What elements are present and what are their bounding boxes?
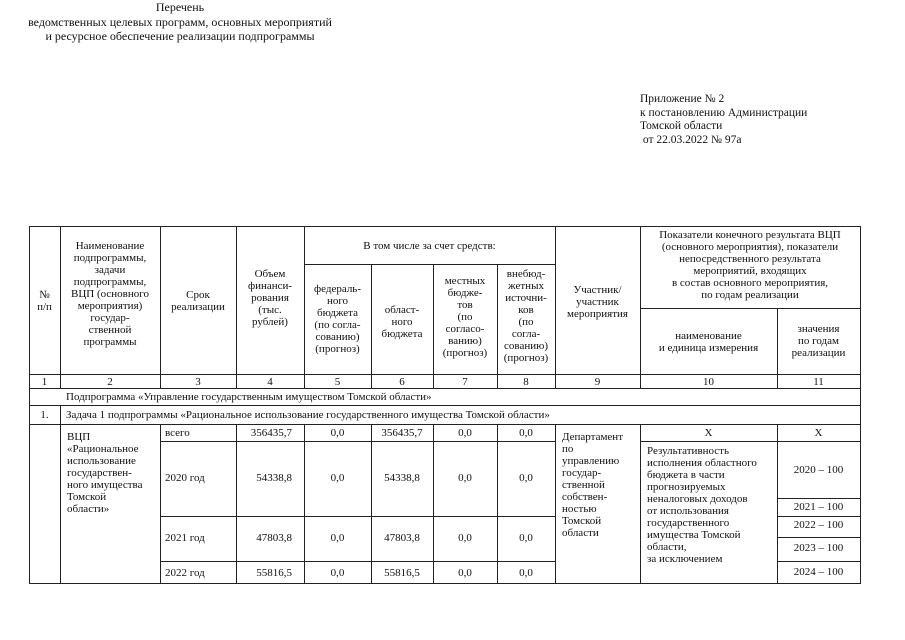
indicator-name: Результативность исполнения областного бюджета в части прогнозируемых неналоговых доходов от использования государственного имущества Томской области, за исключением: [647, 445, 757, 565]
column-number: 8: [523, 376, 529, 388]
column-number: 1: [41, 376, 48, 388]
header-extra: внебюд- жетных источни- ков (по согла- сованию) (прогноз): [503, 268, 549, 364]
appendix-line: Приложение № 2: [640, 93, 725, 105]
row-term: 2020 год: [165, 472, 205, 484]
row-term: всего: [165, 427, 190, 439]
row-federal: 0,0: [330, 532, 345, 544]
row-local: 0,0: [458, 427, 472, 439]
column-number: 6: [399, 376, 405, 388]
header-regional: област- ного бюджета: [381, 304, 423, 340]
header-participant: Участник/ участник мероприятия: [567, 284, 628, 320]
indicator-x: Х: [704, 427, 713, 439]
value-x: Х: [814, 427, 823, 439]
appendix-block: [640, 93, 807, 147]
row-federal: 0,0: [330, 567, 345, 579]
header-including: В том числе за счет средств:: [363, 240, 496, 252]
indicator-value: 2022 – 100: [793, 519, 844, 531]
row-federal: 0,0: [330, 427, 345, 439]
indicator-value: 2020 – 100: [793, 464, 844, 476]
title-line: Перечень: [155, 0, 205, 14]
row-regional: 55816,5: [384, 567, 420, 579]
column-number: 7: [462, 376, 468, 388]
indicator-value: 2021 – 100: [793, 501, 844, 513]
appendix-line: от 22.03.2022 № 97а: [640, 133, 742, 146]
column-number: 3: [195, 376, 201, 388]
column-number: 2: [107, 376, 113, 388]
column-number: 4: [267, 376, 273, 388]
row-regional: 47803,8: [384, 532, 420, 544]
header-name: Наименование подпрограммы, задачи подпрограммы, ВЦП (основного мероприятия) государ- ственной программы: [71, 240, 149, 348]
header-volume: Объем финанси- рования (тыс. рублей): [247, 268, 293, 328]
row-extra: 0,0: [519, 472, 533, 484]
row-federal: 0,0: [330, 472, 345, 484]
row-extra: 0,0: [519, 567, 533, 579]
indicator-value: 2023 – 100: [793, 542, 844, 554]
header-indicators: Показатели конечного результата ВЦП (основного мероприятия), показатели непосредственного результата мероприятий, входящих в состав основного мероприятия, по годам реализации: [659, 229, 841, 301]
vcp-participant: Департамент по управлению государ- ственной собствен- ностью Томской области: [562, 431, 624, 539]
column-number: 9: [594, 376, 601, 388]
header-federal: федераль- ного бюджета (по согла- сованию) (прогноз): [314, 283, 361, 355]
title-line: и ресурсное обеспечение реализации подпрограммы: [45, 29, 315, 43]
header-term: Срок реализации: [171, 289, 225, 313]
appendix-line: Томской области: [640, 120, 723, 133]
row-extra: 0,0: [519, 532, 533, 544]
row-volume: 54338,8: [256, 472, 292, 484]
header-indicator-values: значения по годам реализации: [791, 323, 846, 359]
task-title: Задача 1 подпрограммы «Рациональное использование государственного имущества Томской области»: [66, 409, 550, 421]
row-regional: 54338,8: [384, 472, 420, 484]
row-term: 2021 год: [165, 532, 205, 544]
row-local: 0,0: [458, 472, 472, 484]
column-number: 11: [813, 376, 824, 388]
column-number: 10: [703, 376, 714, 388]
row-volume: 55816,5: [256, 567, 292, 579]
header-indicator-name: наименование и единица измерения: [658, 330, 759, 354]
row-regional: 356435,7: [381, 427, 423, 439]
row-volume: 47803,8: [256, 532, 292, 544]
column-number: 5: [334, 376, 341, 388]
document-title: [0, 0, 360, 44]
header-num: № п/п: [37, 289, 52, 313]
indicator-value: 2024 – 100: [793, 566, 844, 578]
vcp-name: ВЦП «Рациональное использование государствен- ного имущества Томской области»: [67, 431, 143, 515]
row-local: 0,0: [458, 532, 472, 544]
row-volume: 356435,7: [250, 427, 292, 439]
row-extra: 0,0: [519, 427, 533, 439]
task-number: 1.: [40, 409, 49, 421]
row-local: 0,0: [458, 567, 472, 579]
title-line: ведомственных целевых программ, основных мероприятий: [28, 14, 332, 29]
subprogram-title: Подпрограмма «Управление государственным имуществом Томской области»: [66, 391, 432, 403]
appendix-line: к постановлению Администрации: [640, 106, 808, 119]
row-term: 2022 год: [165, 567, 205, 579]
header-local: местных бюдже- тов (по согласо- ванию) (прогноз): [442, 275, 488, 359]
